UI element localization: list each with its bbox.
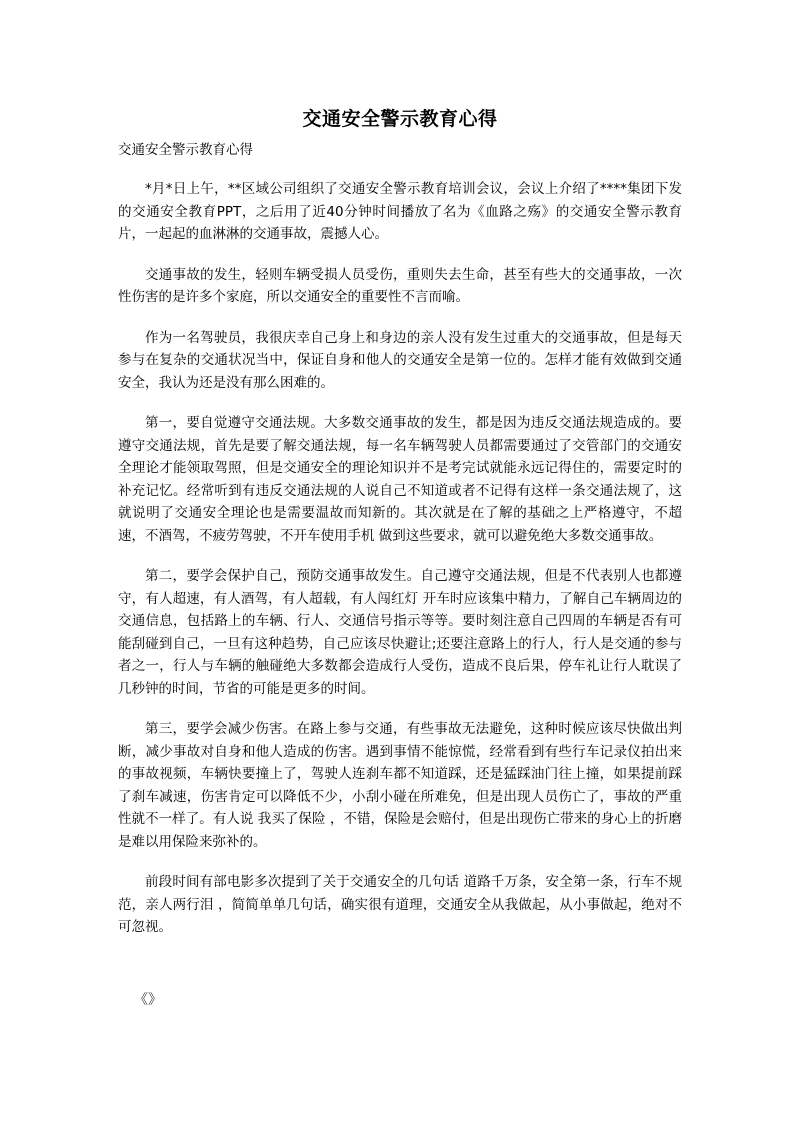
paragraph-consequences: 交通事故的发生，轻则车辆受损人员受伤，重则失去生命，甚至有些大的交通事故，一次性伤害的是许多个家庭，所以交通安全的重要性不言而喻。 <box>118 266 682 305</box>
paragraph-first-point: 第一，要自觉遵守交通法规。大多数交通事故的发生，都是因为违反交通法规造成的。要遵守交通法规，首先是要了解交通法规，每一名车辆驾驶人员都需要通过了交管部门的交通安全理论才能领取驾照，但是交通安全的理论知识并不是考完试就能永远记得住的，需要定时的补充记忆。经常听到有违反交通法规的人说自己不知道或者不记得有这样一条交通法规了，这就说明了交通安全理论也是需要温故而知新的。其次就是在了解的基础之上严格遵守，不超速，不酒驾，不疲劳驾驶，不开车使用手机 做到这些要求，就可以避免绝大多数交通事故。 <box>118 415 682 544</box>
document-subtitle: 交通安全警示教育心得 <box>118 142 253 158</box>
document-body <box>118 106 682 957</box>
paragraph-closing: 前段时间有部电影多次提到了关于交通安全的几句话 道路千万条，安全第一条，行车不规范，亲人两行泪 ，简简单单几句话，确实很有道理，交通安全从我做起，从小事做起，绝对不可忽视。 <box>118 874 682 935</box>
paragraph-driver: 作为一名驾驶员，我很庆幸自己身上和身边的亲人没有发生过重大的交通事故，但是每天参与在复杂的交通状况当中，保证自身和他人的交通安全是第一位的。怎样才能有效做到交通安全，我认为还是没有那么困难的。 <box>118 329 682 391</box>
footer-mark: 《》 <box>134 992 162 1008</box>
document-title: 交通安全警示教育心得 <box>302 108 498 130</box>
paragraph-intro: *月*日上午，**区域公司组织了交通安全警示教育培训会议，会议上介绍了****集团下发的交通安全教育PPT，之后用了近40分钟时间播放了名为《血路之殇》的交通安全警示教育片，一起起的血淋淋的交通事故，震撼人心。 <box>118 181 682 242</box>
paragraph-second-point: 第二，要学会保护自己，预防交通事故发生。自己遵守交通法规，但是不代表别人也都遵守，有人超速，有人酒驾，有人超载，有人闯红灯 开车时应该集中精力，了解自己车辆周边的交通信息，包括路上的车辆、行人、交通信号指示等等。要时刻注意自己四周的车辆是否有可能刮碰到自己，一旦有这种趋势，自己应该尽快避让;还要注意路上的行人，行人是交通的参与者之一，行人与车辆的触碰绝大多数都会造成行人受伤，造成不良后果，停车礼让行人耽误了几秒钟的时间，节省的可能是更多的时间。 <box>118 568 682 697</box>
paragraph-third-point: 第三，要学会减少伤害。在路上参与交通，有些事故无法避免，这种时候应该尽快做出判断，减少事故对自身和他人造成的伤害。遇到事情不能惊慌，经常看到有些行车记录仪拍出来的事故视频，车辆快要撞上了，驾驶人连刹车都不知道踩，还是猛踩油门往上撞，如果提前踩了刹车减速，伤害肯定可以降低不少，小刮小碰在所难免，但是出现人员伤亡了，事故的严重性就不一样了。有人说 我买了保险 ，不错，保险是会赔付，但是出现伤亡带来的身心上的折磨是难以用保险来弥补的。 <box>118 721 682 850</box>
